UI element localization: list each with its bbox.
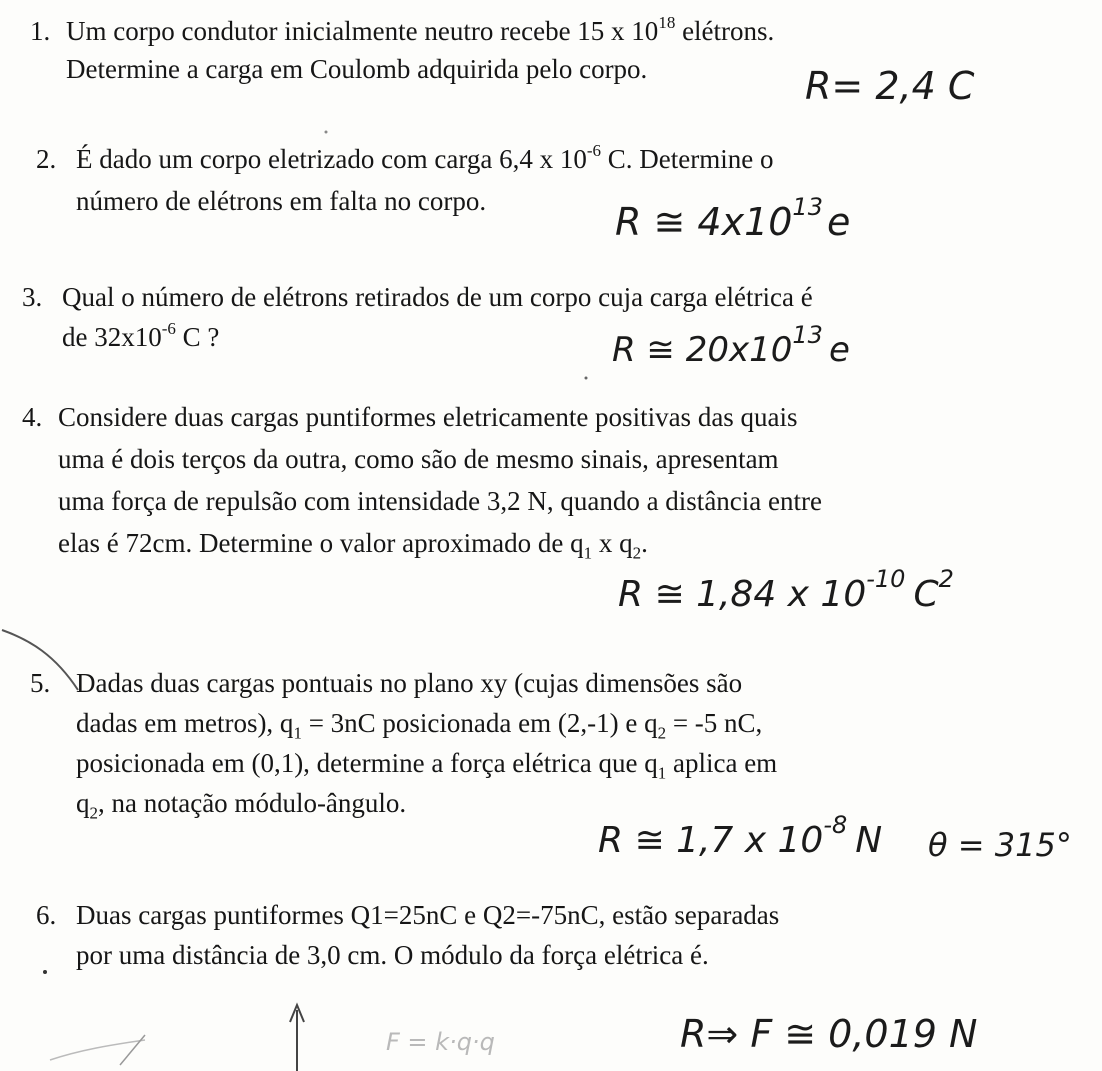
question-number: 6. [36, 900, 57, 930]
question-number: 3. [22, 282, 43, 312]
question-text-line: Duas cargas puntiformes Q1=25nC e Q2=-75nC, estão separadas [76, 900, 780, 930]
question-text-line: Dadas duas cargas pontuais no plano xy (cujas dimensões são [76, 668, 743, 698]
dust-dot [43, 970, 47, 974]
handwritten-answer-3: R ≅ $20x10^{13}$ e [612, 320, 850, 370]
handwritten-answer-6: R⇒ F ≅ 0,019 N [680, 1012, 978, 1056]
question-text-line: número de elétrons em falta no corpo. [76, 186, 487, 216]
handwritten-answer-4: R ≅ 1,84 x $10^{-10}$ $C^2$ [618, 565, 954, 615]
question-text-line: Qual o número de elétrons retirados de um corpo cuja carga elétrica é [62, 282, 813, 312]
question-text-line: dadas em metros), $q_1 = 3nC$ posicionada em (2,-1) e $q_2 = -5$ nC, [76, 708, 763, 743]
corner-stroke-mark [2, 630, 78, 690]
dust-dot [325, 131, 328, 134]
faint-stroke-mark [50, 1040, 145, 1060]
handwritten-answer-2: R ≅ $4x10^{13}$ e [615, 193, 851, 244]
question-number: 4. [22, 402, 43, 432]
handwritten-answer-1: R= 2,4 C [805, 64, 975, 108]
dust-dot [585, 377, 588, 380]
question-text-line: uma é dois terços da outra, como são de mesmo sinais, apresentam [58, 444, 779, 474]
question-text-line: por uma distância de 3,0 cm. O módulo da força elétrica é. [76, 940, 709, 970]
handwritten-answer-5: R ≅ 1,7 x $10^{-8}$ N [598, 811, 883, 861]
question-text-line: Um corpo condutor inicialmente neutro recebe 15 x $10^{18}$ elétrons. [66, 13, 775, 46]
faint-handwritten-work: F = k·q·q [386, 1028, 495, 1056]
question-text-line: Determine a carga em Coulomb adquirida pelo corpo. [66, 54, 648, 84]
question-number: 2. [36, 144, 57, 174]
question-text-line: de $32x10^{-6}$ C ? [62, 319, 220, 352]
question-text-line: uma força de repulsão com intensidade 3,2 N, quando a distância entre [58, 486, 822, 516]
handwritten-angle-5: θ = 315° [928, 826, 1072, 864]
arrow-stroke-mark [290, 1005, 304, 1071]
question-text-line: elas é 72cm. Determine o valor aproximado de $q_1$ x $q_2$. [58, 528, 648, 563]
question-text-line: É dado um corpo eletrizado com carga 6,4 x $10^{-6}$ C. Determine o [76, 141, 774, 174]
question-number: 5. [30, 668, 51, 698]
question-text-line: Considere duas cargas puntiformes eletricamente positivas das quais [58, 402, 798, 432]
question-text-line: $q_2$, na notação módulo-ângulo. [76, 788, 407, 823]
question-number: 1. [30, 16, 51, 46]
question-text-line: posicionada em (0,1), determine a força elétrica que $q_1$ aplica em [76, 748, 778, 783]
faint-stroke-mark [120, 1035, 145, 1065]
